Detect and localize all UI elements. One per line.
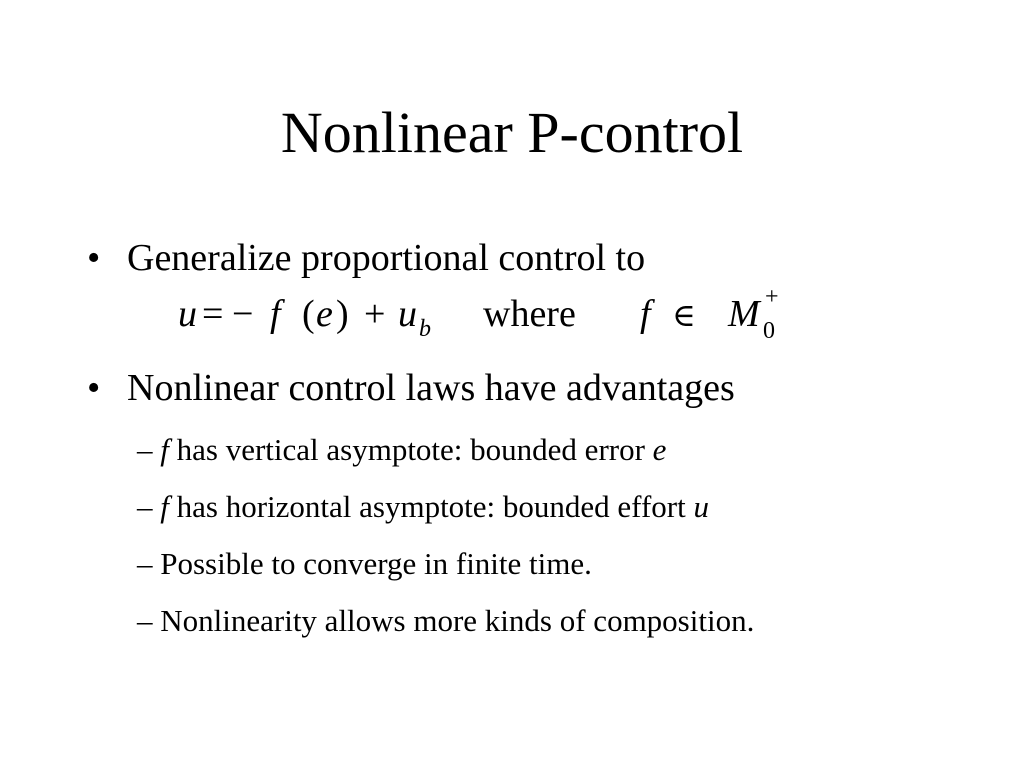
bullet-advantages bbox=[87, 366, 735, 410]
sub-bullet-lead: f bbox=[160, 489, 169, 524]
sub-bullet-text: has horizontal asymptote: bounded effort bbox=[168, 489, 694, 524]
formula-f: f bbox=[270, 293, 281, 335]
sub-bullet-finite-time bbox=[137, 545, 592, 583]
formula-where: where bbox=[483, 293, 576, 335]
formula-equals: = bbox=[202, 293, 224, 335]
formula-element-of: ∈ bbox=[672, 297, 696, 333]
dash-marker: – bbox=[137, 603, 153, 638]
sub-bullet-trail: u bbox=[693, 489, 709, 524]
sub-bullet-lead: f bbox=[160, 432, 169, 467]
dash-marker: – bbox=[137, 432, 153, 467]
formula-superscript-plus: + bbox=[765, 284, 779, 310]
bullet-text: Nonlinear control laws have advantages bbox=[127, 367, 735, 409]
formula-M: M bbox=[728, 293, 760, 335]
sub-bullet-horizontal-asymptote bbox=[137, 488, 709, 526]
dash-marker: – bbox=[137, 489, 153, 524]
sub-bullet-text: has vertical asymptote: bounded error bbox=[168, 432, 653, 467]
formula-rparen: ) bbox=[336, 293, 349, 335]
sub-bullet-vertical-asymptote bbox=[137, 431, 666, 469]
sub-bullet-composition bbox=[137, 602, 754, 640]
formula-subscript-0: 0 bbox=[763, 318, 775, 344]
formula-u: u bbox=[178, 293, 197, 335]
control-law-formula bbox=[178, 284, 798, 346]
sub-bullet-trail: e bbox=[652, 432, 667, 467]
sub-bullet-text: Possible to converge in finite time. bbox=[160, 546, 592, 581]
bullet-marker: • bbox=[87, 367, 101, 409]
slide-title: Nonlinear P-control bbox=[280, 100, 744, 165]
formula-lparen: ( bbox=[302, 293, 315, 335]
formula-plus: + bbox=[364, 293, 386, 335]
formula-subscript-b: b bbox=[419, 316, 431, 342]
formula-f-member: f bbox=[640, 293, 651, 335]
sub-bullet-text: Nonlinearity allows more kinds of composition. bbox=[160, 603, 755, 638]
bullet-marker: • bbox=[87, 237, 101, 279]
bullet-generalize bbox=[87, 236, 646, 280]
bullet-text: Generalize proportional control to bbox=[127, 237, 646, 279]
formula-u-bias: u bbox=[398, 293, 417, 335]
formula-minus: − bbox=[232, 293, 254, 335]
dash-marker: – bbox=[137, 546, 153, 581]
formula-e: e bbox=[316, 293, 333, 335]
